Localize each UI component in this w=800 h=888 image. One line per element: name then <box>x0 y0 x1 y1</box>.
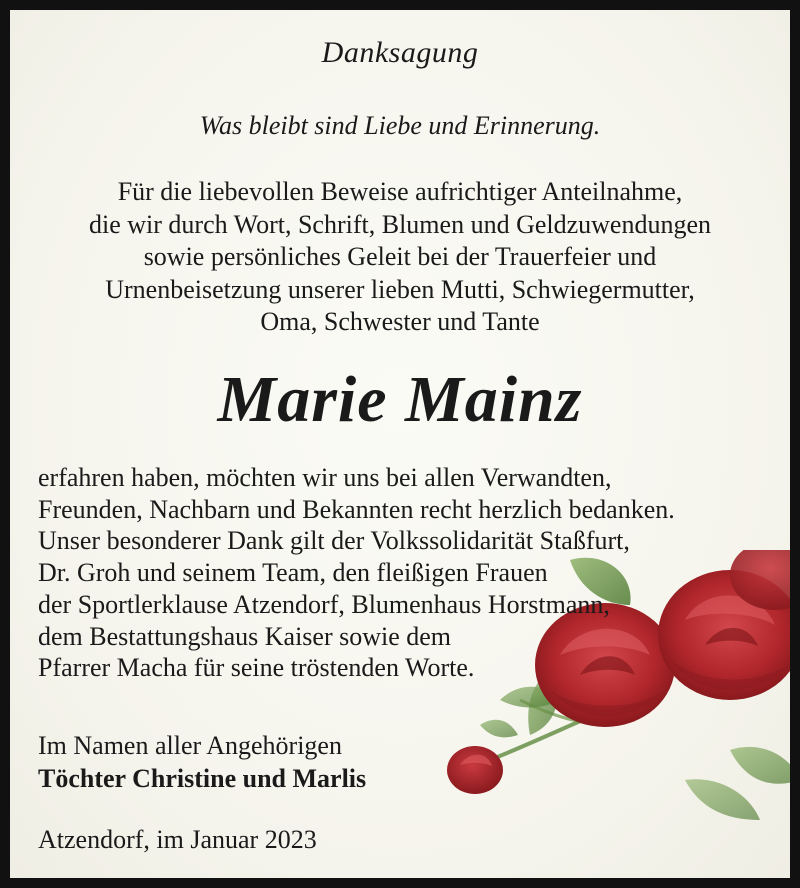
body-line: erfahren haben, möchten wir uns bei allen Verwandten, <box>38 463 612 492</box>
intro-paragraph <box>10 176 790 339</box>
intro-line: Für die liebevollen Beweise aufrichtiger Anteilnahme, <box>117 177 683 206</box>
intro-line: Oma, Schwester und Tante <box>260 307 540 336</box>
body-line: Pfarrer Macha für seine tröstenden Worte. <box>38 653 475 683</box>
body-line: Unser besonderer Dank gilt der Volkssolidarität Staßfurt, <box>38 526 630 556</box>
signoff-block <box>38 729 366 795</box>
signoff-line: Im Namen aller Angehörigen <box>38 731 342 760</box>
body-line: dem Bestattungshaus Kaiser sowie dem <box>38 621 452 651</box>
intro-line: Urnenbeisetzung unserer lieben Mutti, Schwiegermutter, <box>105 274 695 304</box>
intro-line: sowie persönliches Geleit bei der Trauerfeier und <box>143 242 657 271</box>
thanks-paragraph <box>38 462 675 684</box>
body-line: Dr. Groh und seinem Team, den fleißigen Frauen <box>38 558 548 588</box>
notice-title: Danksagung <box>321 36 479 69</box>
place-date: Atzendorf, im Januar 2023 <box>38 825 317 854</box>
motto: Was bleibt sind Liebe und Erinnerung. <box>199 111 601 140</box>
intro-line: die wir durch Wort, Schrift, Blumen und Geldzuwendungen <box>88 209 712 239</box>
signatories: Töchter Christine und Marlis <box>38 764 367 793</box>
body-line: Freunden, Nachbarn und Bekannten recht herzlich bedanken. <box>38 494 675 524</box>
body-line: der Sportlerklause Atzendorf, Blumenhaus Horstmann, <box>38 589 610 619</box>
deceased-name: Marie Mainz <box>217 363 583 436</box>
